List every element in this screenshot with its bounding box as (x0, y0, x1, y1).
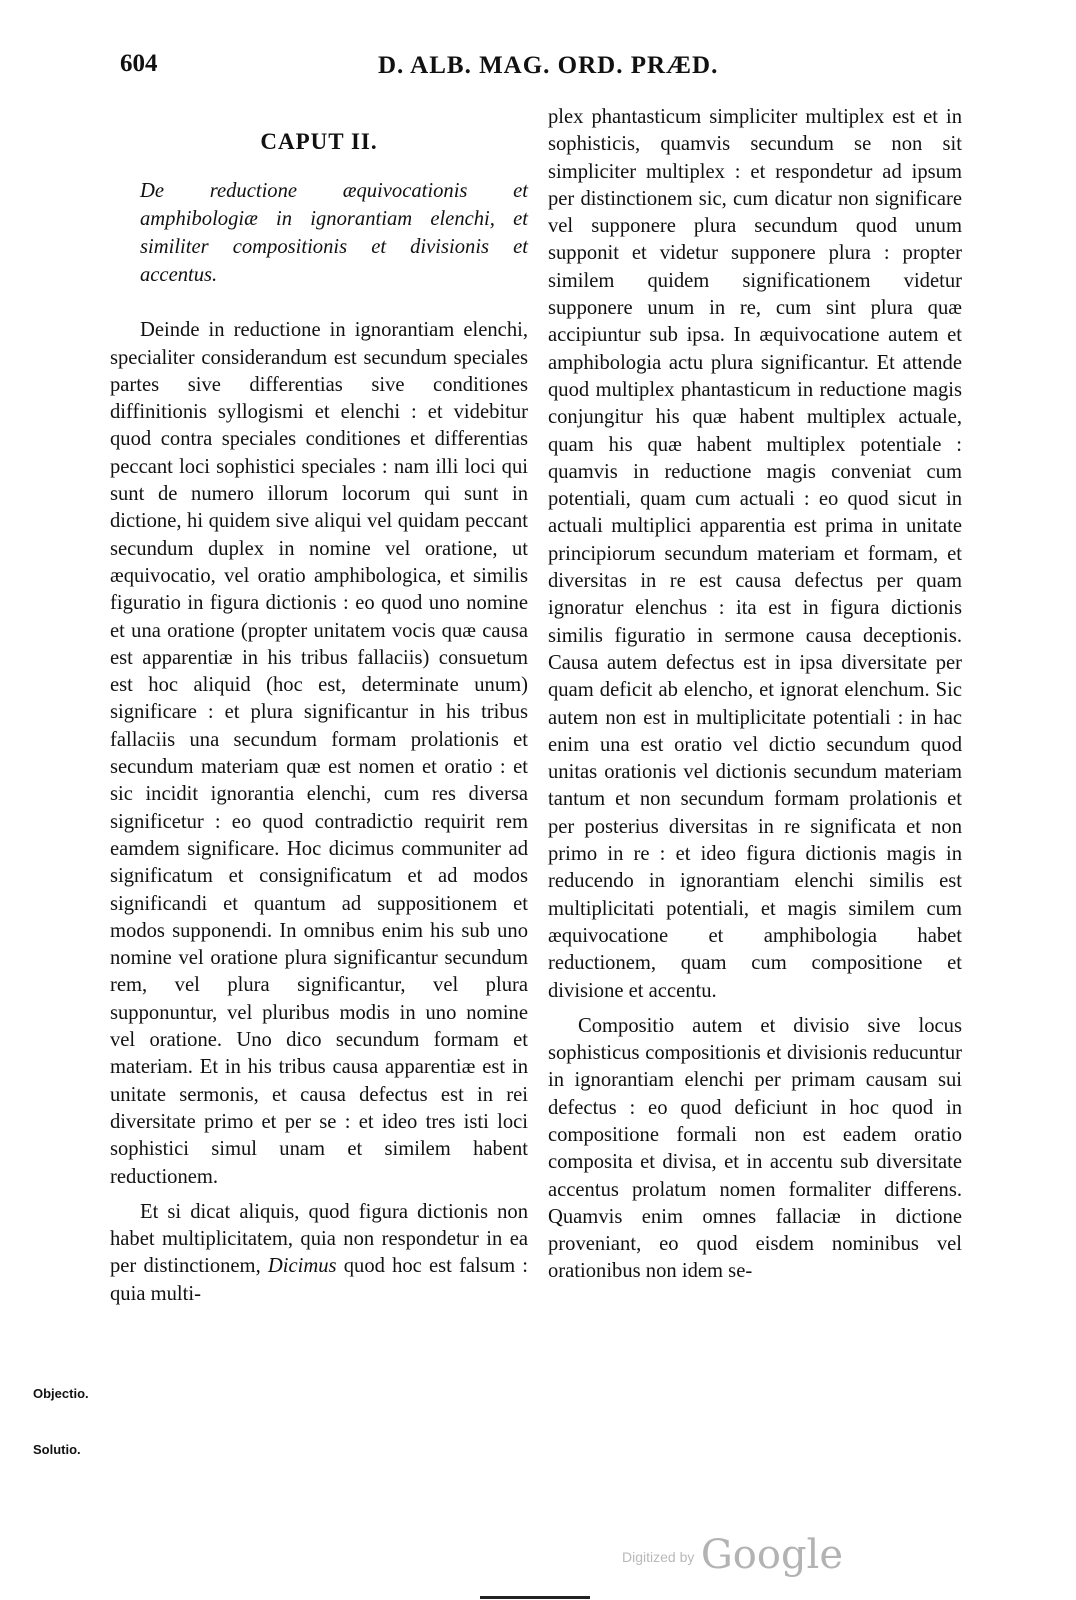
margin-note-solutio: Solutio. (33, 1442, 81, 1457)
digitized-label: Digitized by (622, 1549, 695, 1565)
left-paragraph-1: Deinde in reductione in ignorantiam elenchi, specialiter considerandum est secundum speciales partes sive differentias sive conditiones diffinitionis syllogismi et elenchi : et videbitur quod contra speciales conditiones et differentias peccant loci sophistici speciales : nam illi loci qui sunt de numero illorum locorum qui sunt in dictione, hi quidem sive aliqui vel quidam peccant secundum duplex in nomine vel oratione, ut æquivocatio, vel oratio amphibologica, et similis figuratio in figura dictionis : eo quod uno nomine et una oratione (propter unitatem vocis quæ causa est apparentiæ in his tribus fallaciis) consuetum est hoc aliquid (hoc est, determinate unum) significare : et plura significantur in his tribus fallaciis una secundum formam prolationis et secundum materiam quæ est nomen et oratio : et sic incidit ignorantia elenchi, cum res diversa significetur : eo quod contradictio requirit rem eamdem significare. Hoc dicimus communiter ad significatum et consignificatum et ad modos significandi et quantum ad suppositionem et modos supponendi. In omnibus enim his sub uno nomine vel oratione plura significantur secundum rem, vel plura significantur, vel plura supponuntur, vel pluribus modis in uno nomine vel oratione. Uno dico secundum formam et materiam. Et in his tribus causa apparentiæ est in unitate sermonis, et causa defectus est in rei diversitate primo et per se : et ideo tres isti loci sophistici simul unam et similem habent reductionem. (110, 319, 528, 1188)
running-head: D. ALB. MAG. ORD. PRÆD. (378, 52, 719, 79)
chapter-subtitle: De reductione æquivocationis et amphibologiæ in ignorantiam elenchi, et similiter compositionis et divisionis et accentus. (140, 180, 528, 287)
right-paragraph-2: Compositio autem et divisio sive locus sophisticus compositionis et divisionis reducuntur in ignorantiam elenchi per primam causam sui defectus : eo quod deficiunt in hoc quod in compositione formali non est eadem oratio composita et divisa, et in accentu sub diversitate accentus prolatum nomen formaliter differens. Quamvis enim omnes fallaciæ in dictione proveniant, eo quod eisdem nominibus vel orationibus non idem se- (548, 1014, 962, 1283)
chapter-title: CAPUT II. (260, 129, 378, 154)
digitized-watermark (622, 1532, 843, 1578)
page-number: 604 (120, 50, 158, 77)
right-paragraph-1: plex phantasticum simpliciter multiplex est et in sophisticis, quamvis secundum se non sit simpliciter multiplex : et respondetur ad ipsum per distinctionem sic, cum dicatur non significare vel supponere plura secundum quod unum supponit et videtur supponere plura : propter similem quidem significationem videtur supponere unum in re, cum sint plura quæ accipiuntur sub ipsa. In æquivocatione autem et amphibologia actu plura significantur. Et attende quod multiplex phantasticum in reductione magis conjungitur his quæ habent multiplex actuale, quam his quæ habent multiplex potentiale : quamvis in reductione magis conveniat cum potentiali, quam cum actuali : eo quod sicut in actuali multiplici apparentia est prima in unitate principiorum secundum materiam et formam, et diversitas in re est causa defectus per quam ignoratur elenchus : ita est in figura dictionis similis figuratio in sermone causa deceptionis. Causa autem defectus est in ipsa diversitate per quam deficit ab elencho, et ignorat elenchum. Sic autem non est in multiplicitate potentiali : in hac enim una est oratio vel dictio secundum quod unitas orationis vel dictionis secundum materiam tantum et non secundum formam prolationis et per posterius diversitas in re significata et non primo in re : et ideo figura dictionis magis in reducendo in ignorantiam elenchi similis est multiplicitati potentiali, et magis similem cum æquivocatione et amphibologia habet reductionem, quam cum compositione et divisione et accentu. (548, 106, 962, 1002)
margin-note-objectio: Objectio. (33, 1386, 89, 1401)
google-logo: Google (700, 1532, 844, 1578)
right-column (548, 104, 962, 1286)
bottom-rule (480, 1596, 590, 1599)
left-column (110, 104, 528, 1308)
left-paragraph-2-start: Et si dicat aliquis, quod figura dictionis non habet multiplicitatem, quia non respondetur in ea per distinctionem, (110, 1200, 528, 1278)
left-paragraph-2-italic: Dicimus (267, 1255, 337, 1278)
left-paragraph-2-end: quod hoc est falsum : quia multi- (110, 1255, 528, 1305)
left-paragraph-2 (110, 1199, 528, 1308)
